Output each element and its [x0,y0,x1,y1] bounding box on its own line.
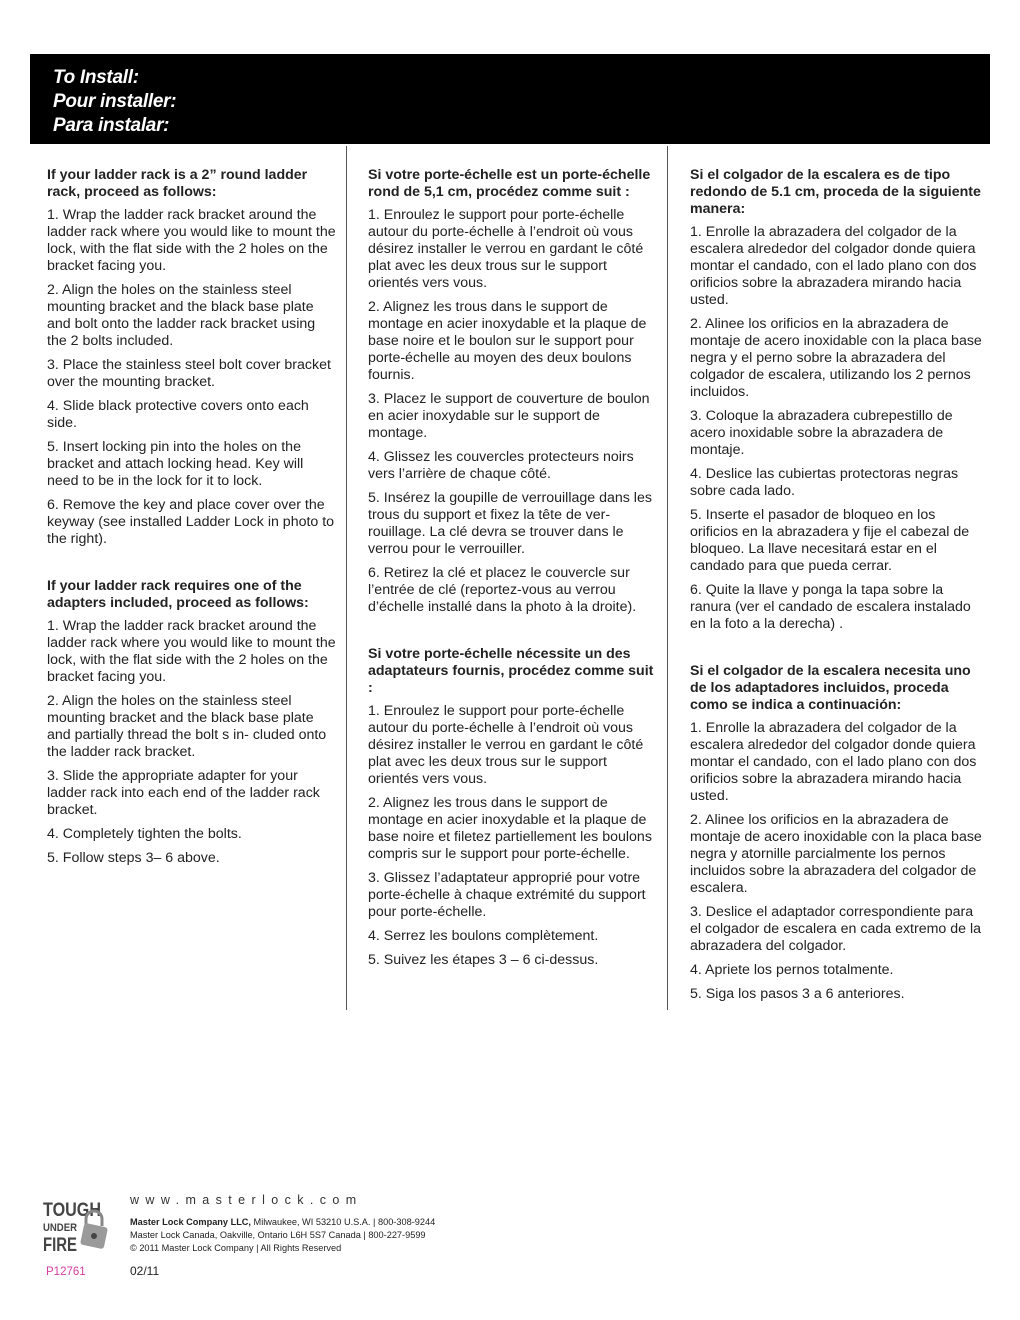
french-column [368,167,660,976]
instruction-step: 3. Slide the appropriate adapter for your ladder rack into each end of the ladder rack bracket. [47,768,320,818]
header-title-french: Pour installer: [53,91,177,112]
product-code: P12761 [46,1266,86,1278]
instruction-step: 4. Completely tighten the bolts. [47,826,242,842]
instruction-step: 1. Enrolle la abrazadera del colgador de la escalera alrededor del colgador donde quiera montar el candado, con el lado plano con dos orificios sobre la abrazadera mirando hacia usted. [690,720,977,804]
instruction-step: 5. Insérez la goupille de verrouillage dans les trous du support et fixez la tête de ver- rouillage. La clé devra se trouver dans le verrou pour le verrouiller. [368,490,652,557]
instruction-step: 5. Insert locking pin into the holes on the bracket and attach locking head. Key will need to be in the lock for it to lock. [47,439,304,489]
company-name: Master Lock Company LLC, [130,1217,251,1227]
instruction-step: 4. Deslice las cubiertas protectoras negras sobre cada lado. [690,466,959,499]
website-url[interactable]: www.masterlock.com [130,1193,363,1207]
instruction-step: 1. Wrap the ladder rack bracket around the ladder rack where you would like to mount the lock, with the flat side with the 2 holes on the bracket facing you. [47,618,336,685]
instruction-step: 4. Glissez les couvercles protecteurs noirs vers l’arrière de chaque côté. [368,449,634,482]
instruction-step: 2. Align the holes on the stainless steel mounting bracket and the black base plate and bolt onto the ladder rack bracket using the 2 bolts included. [47,282,316,349]
instruction-step: 1. Enroulez le support pour porte-échelle autour du porte-échelle à l’endroit où vous désirez installer le verrou en gardant le côté plat avec les deux trous sur le support orientés vers vous. [368,703,644,787]
instruction-step: 6. Remove the key and place cover over the keyway (see installed Ladder Lock in photo to the right). [47,497,335,547]
instruction-step: 6. Quite la llave y ponga la tapa sobre la ranura (ver el candado de escalera instalado en la foto a la derecha) . [690,582,971,632]
section-heading: Si el colgador de la escalera es de tipo redondo de 5.1 cm, proceda de la siguiente manera: [690,167,981,217]
instruction-step: 3. Glissez l’adaptateur approprié pour votre porte-échelle à chaque extrémité du support pour porte-échelle. [368,870,646,920]
instruction-step: 2. Align the holes on the stainless steel mounting bracket and the black base plate and partially thread the bolt s in- cluded onto the ladder rack bracket. [47,693,327,760]
header-title-english: To Install: [53,67,139,88]
instruction-step: 5. Inserte el pasador de bloqueo en los orificios en la abrazadera y fije el cabezal de bloqueo. La llave necesitará estar en el candado para que pueda cerrar. [690,507,970,574]
header-title-spanish: Para instalar: [53,115,170,136]
tough-under-fire-logo [42,1196,112,1260]
company-address-us [130,1217,435,1227]
instruction-step: 3. Coloque la abrazadera cubrepestillo de acero inoxidable sobre la abrazadera de montaje. [690,408,953,458]
us-address: Milwaukee, WI 53210 U.S.A. | 800-308-9244 [251,1217,436,1227]
section-heading: If your ladder rack requires one of the adapters included, proceed as follows: [47,578,309,611]
instruction-step: 3. Deslice el adaptador correspondiente para el colgador de escalera en cada extremo de la abrazadera del colgador. [690,904,982,954]
instruction-step: 5. Follow steps 3– 6 above. [47,850,220,866]
instruction-step: 2. Alinee los orificios en la abrazadera de montaje de acero inoxidable con la placa base negra y el perno sobre la abrazadera del colgador de escalera, utilizando los 2 pernos incluidos. [690,316,982,400]
revision-date: 02/11 [130,1264,160,1278]
instruction-step: 5. Siga los pasos 3 a 6 anteriores. [690,986,905,1002]
instruction-step: 2. Alignez les trous dans le support de montage en acier inoxydable et la plaque de base noire et filetez partiellement les boulons compris sur le support pour porte-échelle. [368,795,652,862]
instruction-step: 3. Placez le support de couverture de boulon en acier inoxydable sur le support de montage. [368,391,650,441]
column-divider [346,146,347,1010]
logo-word-fire: FIRE [43,1235,77,1256]
instruction-step: 6. Retirez la clé et placez le couvercle sur l’entrée de clé (reportez-vous au verrou d’échelle installé dans la photo à la droite). [368,565,637,615]
logo-word-under: UNDER [43,1222,78,1234]
company-address-canada: Master Lock Canada, Oakville, Ontario L6H 5S7 Canada | 800-227-9599 [130,1230,426,1240]
section-heading: If your ladder rack is a 2” round ladder rack, proceed as follows: [47,167,308,200]
column-divider [667,146,668,1010]
instruction-step: 1. Enroulez le support pour porte-échelle autour du porte-échelle à l’endroit où vous désirez installer le verrou en gardant le côté plat avec les deux trous sur le support orientés vers vous. [368,207,644,291]
header-bar [30,54,990,144]
instruction-step: 4. Apriete los pernos totalmente. [690,962,894,978]
copyright: © 2011 Master Lock Company | All Rights Reserved [130,1243,342,1253]
instruction-step: 4. Slide black protective covers onto each side. [47,398,309,431]
section-heading: Si votre porte-échelle est un porte-échelle rond de 5,1 cm, procédez comme suit : [368,167,651,200]
spanish-column [690,167,982,1010]
section-heading: Si el colgador de la escalera necesita uno de los adaptadores incluidos, proceda como se indica a continuación: [690,663,971,713]
instruction-step: 2. Alinee los orificios en la abrazadera de montaje de acero inoxidable con la placa base negra y atornille parcialmente los pernos incluidos sobre la abrazadera del colgador de escalera. [690,812,982,896]
english-column [47,167,337,874]
instruction-step: 3. Place the stainless steel bolt cover bracket over the mounting bracket. [47,357,331,390]
instruction-step: 5. Suivez les étapes 3 – 6 ci-dessus. [368,952,599,968]
section-heading: Si votre porte-échelle nécessite un des adaptateurs fournis, procédez comme suit : [368,646,654,696]
logo-word-tough: TOUGH [43,1200,101,1221]
footer [0,1190,1020,1320]
instruction-step: 2. Alignez les trous dans le support de montage en acier inoxydable et la plaque de base noire et le boulon sur le support pour porte-échelle au moyen des deux boulons fournis. [368,299,647,383]
instruction-step: 4. Serrez les boulons complètement. [368,928,599,944]
instruction-step: 1. Wrap the ladder rack bracket around the ladder rack where you would like to mount the lock, with the flat side with the 2 holes on the bracket facing you. [47,207,336,274]
instruction-step: 1. Enrolle la abrazadera del colgador de la escalera alrededor del colgador donde quiera montar el candado, con el lado plano con dos orificios sobre la abrazadera mirando hacia usted. [690,224,977,308]
